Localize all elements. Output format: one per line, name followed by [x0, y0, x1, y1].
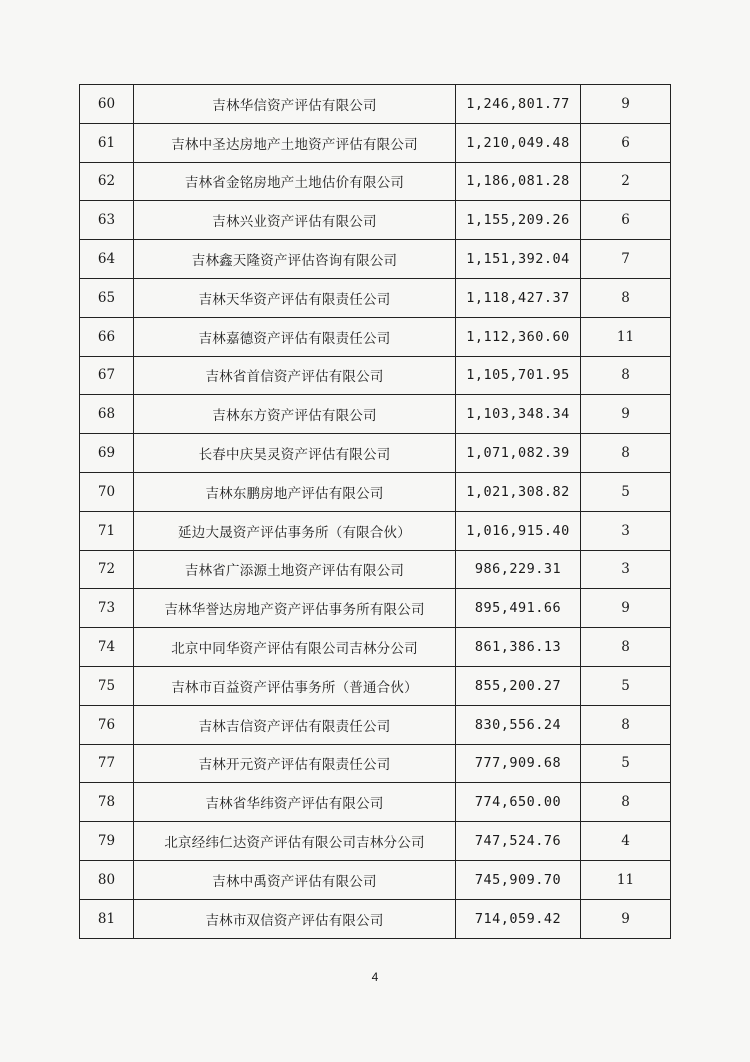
- count-cell: 3: [581, 550, 671, 589]
- firm-name-cell: 北京经纬仁达资产评估有限公司吉林分公司: [134, 822, 456, 861]
- amount-cell: 855,200.27: [456, 666, 581, 705]
- amount-cell: 1,112,360.60: [456, 317, 581, 356]
- amount-cell: 1,155,209.26: [456, 201, 581, 240]
- firm-name-cell: 吉林兴业资产评估有限公司: [134, 201, 456, 240]
- firm-ranking-table: [79, 84, 671, 939]
- amount-cell: 774,650.00: [456, 783, 581, 822]
- table-row: [80, 511, 671, 550]
- count-cell: 4: [581, 822, 671, 861]
- table-row: [80, 85, 671, 124]
- table-row: [80, 899, 671, 938]
- table-body: [80, 85, 671, 939]
- count-cell: 5: [581, 472, 671, 511]
- row-number-cell: 65: [80, 278, 134, 317]
- row-number-cell: 79: [80, 822, 134, 861]
- firm-name-cell: 吉林中禹资产评估有限公司: [134, 860, 456, 899]
- row-number-cell: 67: [80, 356, 134, 395]
- amount-cell: 714,059.42: [456, 899, 581, 938]
- firm-name-cell: 吉林华誉达房地产资产评估事务所有限公司: [134, 589, 456, 628]
- firm-name-cell: 吉林嘉德资产评估有限责任公司: [134, 317, 456, 356]
- row-number-cell: 78: [80, 783, 134, 822]
- amount-cell: 1,103,348.34: [456, 395, 581, 434]
- table-row: [80, 201, 671, 240]
- count-cell: 8: [581, 278, 671, 317]
- firm-name-cell: 吉林吉信资产评估有限责任公司: [134, 705, 456, 744]
- row-number-cell: 63: [80, 201, 134, 240]
- row-number-cell: 77: [80, 744, 134, 783]
- table-row: [80, 278, 671, 317]
- firm-name-cell: 吉林鑫天隆资产评估咨询有限公司: [134, 240, 456, 279]
- row-number-cell: 71: [80, 511, 134, 550]
- amount-cell: 1,071,082.39: [456, 434, 581, 473]
- amount-cell: 777,909.68: [456, 744, 581, 783]
- row-number-cell: 75: [80, 666, 134, 705]
- count-cell: 8: [581, 705, 671, 744]
- count-cell: 8: [581, 356, 671, 395]
- firm-name-cell: 长春中庆昊灵资产评估有限公司: [134, 434, 456, 473]
- table-row: [80, 822, 671, 861]
- count-cell: 2: [581, 162, 671, 201]
- firm-name-cell: 吉林省广添源土地资产评估有限公司: [134, 550, 456, 589]
- firm-name-cell: 吉林省华纬资产评估有限公司: [134, 783, 456, 822]
- amount-cell: 861,386.13: [456, 628, 581, 667]
- firm-name-cell: 吉林省金铭房地产土地估价有限公司: [134, 162, 456, 201]
- table-row: [80, 472, 671, 511]
- row-number-cell: 80: [80, 860, 134, 899]
- count-cell: 11: [581, 860, 671, 899]
- row-number-cell: 64: [80, 240, 134, 279]
- count-cell: 5: [581, 744, 671, 783]
- firm-name-cell: 吉林开元资产评估有限责任公司: [134, 744, 456, 783]
- firm-name-cell: 延边大晟资产评估事务所（有限合伙）: [134, 511, 456, 550]
- table-row: [80, 123, 671, 162]
- table-row: [80, 395, 671, 434]
- firm-name-cell: 吉林市百益资产评估事务所（普通合伙）: [134, 666, 456, 705]
- row-number-cell: 76: [80, 705, 134, 744]
- count-cell: 9: [581, 899, 671, 938]
- count-cell: 8: [581, 434, 671, 473]
- firm-name-cell: 吉林东鹏房地产评估有限公司: [134, 472, 456, 511]
- table-row: [80, 317, 671, 356]
- firm-name-cell: 吉林天华资产评估有限责任公司: [134, 278, 456, 317]
- amount-cell: 1,118,427.37: [456, 278, 581, 317]
- count-cell: 9: [581, 589, 671, 628]
- amount-cell: 1,210,049.48: [456, 123, 581, 162]
- amount-cell: 895,491.66: [456, 589, 581, 628]
- row-number-cell: 66: [80, 317, 134, 356]
- row-number-cell: 72: [80, 550, 134, 589]
- table-row: [80, 860, 671, 899]
- amount-cell: 1,105,701.95: [456, 356, 581, 395]
- count-cell: 5: [581, 666, 671, 705]
- count-cell: 3: [581, 511, 671, 550]
- table-row: [80, 666, 671, 705]
- count-cell: 11: [581, 317, 671, 356]
- amount-cell: 1,021,308.82: [456, 472, 581, 511]
- amount-cell: 1,016,915.40: [456, 511, 581, 550]
- row-number-cell: 60: [80, 85, 134, 124]
- firm-name-cell: 吉林东方资产评估有限公司: [134, 395, 456, 434]
- table-row: [80, 705, 671, 744]
- table-row: [80, 162, 671, 201]
- firm-name-cell: 吉林中圣达房地产土地资产评估有限公司: [134, 123, 456, 162]
- row-number-cell: 61: [80, 123, 134, 162]
- table-row: [80, 744, 671, 783]
- amount-cell: 830,556.24: [456, 705, 581, 744]
- row-number-cell: 74: [80, 628, 134, 667]
- table-row: [80, 783, 671, 822]
- table-row: [80, 240, 671, 279]
- row-number-cell: 69: [80, 434, 134, 473]
- count-cell: 6: [581, 123, 671, 162]
- row-number-cell: 68: [80, 395, 134, 434]
- amount-cell: 745,909.70: [456, 860, 581, 899]
- row-number-cell: 70: [80, 472, 134, 511]
- count-cell: 6: [581, 201, 671, 240]
- count-cell: 9: [581, 395, 671, 434]
- amount-cell: 1,246,801.77: [456, 85, 581, 124]
- page-number: 4: [371, 970, 379, 984]
- amount-cell: 1,186,081.28: [456, 162, 581, 201]
- table-row: [80, 550, 671, 589]
- count-cell: 8: [581, 628, 671, 667]
- firm-name-cell: 吉林省首信资产评估有限公司: [134, 356, 456, 395]
- count-cell: 9: [581, 85, 671, 124]
- count-cell: 7: [581, 240, 671, 279]
- firm-name-cell: 吉林市双信资产评估有限公司: [134, 899, 456, 938]
- table-row: [80, 589, 671, 628]
- firm-name-cell: 北京中同华资产评估有限公司吉林分公司: [134, 628, 456, 667]
- row-number-cell: 73: [80, 589, 134, 628]
- count-cell: 8: [581, 783, 671, 822]
- table-row: [80, 356, 671, 395]
- row-number-cell: 62: [80, 162, 134, 201]
- row-number-cell: 81: [80, 899, 134, 938]
- firm-name-cell: 吉林华信资产评估有限公司: [134, 85, 456, 124]
- table-row: [80, 628, 671, 667]
- amount-cell: 1,151,392.04: [456, 240, 581, 279]
- amount-cell: 986,229.31: [456, 550, 581, 589]
- table-row: [80, 434, 671, 473]
- amount-cell: 747,524.76: [456, 822, 581, 861]
